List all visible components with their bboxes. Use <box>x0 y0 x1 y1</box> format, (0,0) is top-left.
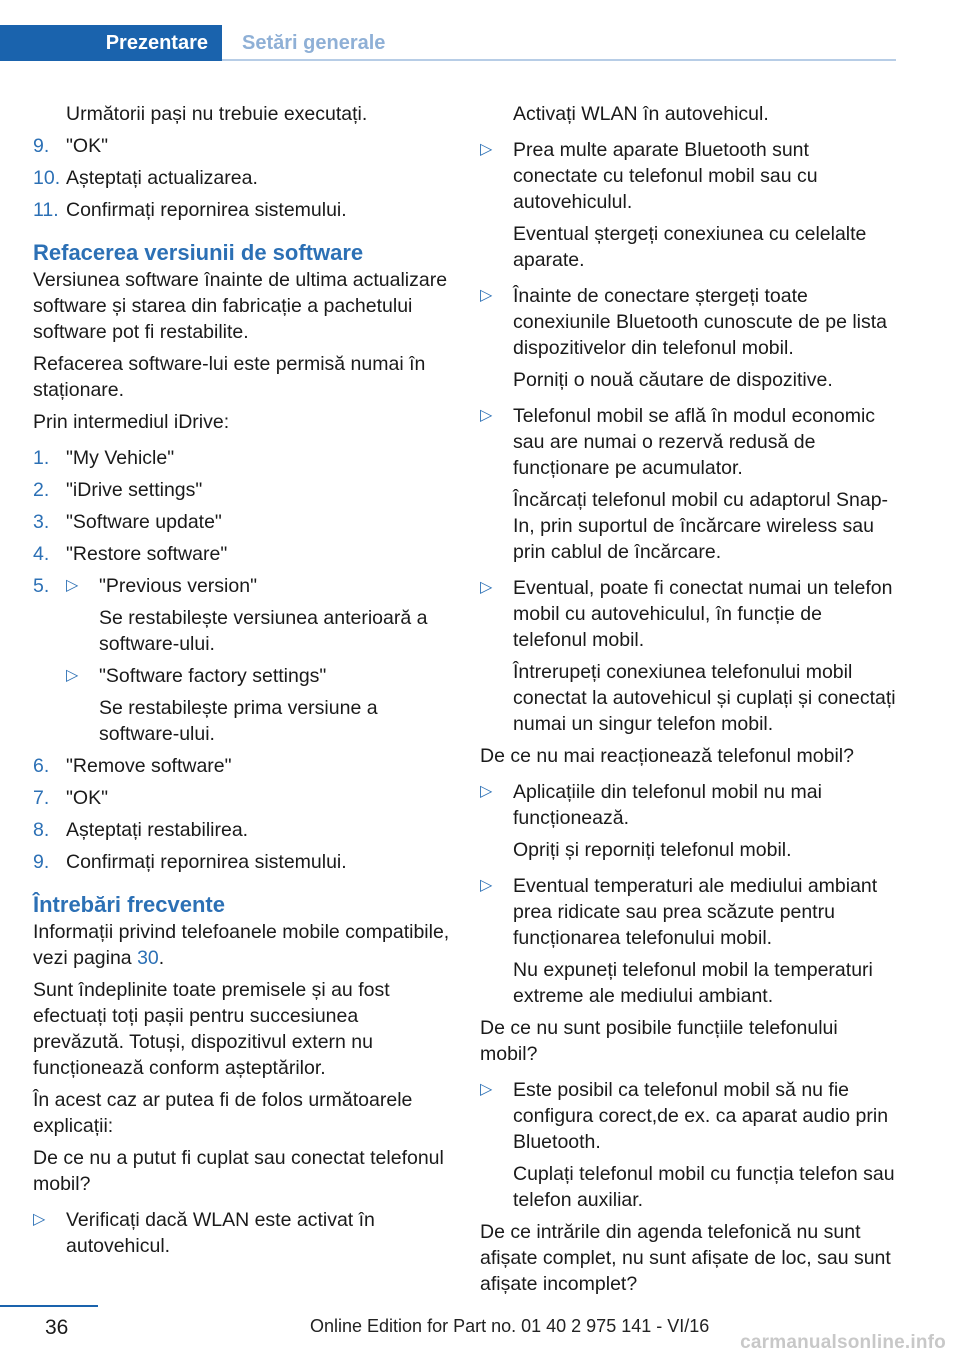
bullet-item: ▷ "Previous version" <box>66 575 257 597</box>
paragraph: De ce intrările din agenda telefonică nu sunt afișate complet, nu sunt afișate de loc, sau sunt afișate incomplet? <box>480 1221 891 1295</box>
list-item: 6. "Remove software" <box>33 755 232 777</box>
triangle-bullet-icon: ▷ <box>480 1081 493 1098</box>
bullet-item: ▷ Eventual, poate fi conectat numai un telefon mobil cu autovehiculul, în funcție de telefonul mobil. <box>480 577 893 651</box>
bullet-detail: Cuplați telefonul mobil cu funcția telefon sau telefon auxiliar. <box>513 1163 895 1211</box>
paragraph: Prin intermediul iDrive: <box>33 411 230 433</box>
bullet-detail: Opriți și reporniți telefonul mobil. <box>513 839 792 861</box>
footer-rule <box>0 1305 98 1307</box>
list-item: 7. "OK" <box>33 787 109 809</box>
step-number: 9. <box>33 135 50 157</box>
bullet-item: ▷ Eventual temperaturi ale mediului ambiant prea ridicate sau prea scăzute pentru funcționarea telefonului mobil. <box>480 875 878 949</box>
step-number: 6. <box>33 755 50 777</box>
triangle-bullet-icon: ▷ <box>480 877 493 894</box>
list-item <box>33 573 451 747</box>
page-link[interactable]: 30 <box>137 947 159 969</box>
bullet-detail: Se restabilește versiunea anterioară a software-ului. <box>99 607 428 655</box>
step-number: 4. <box>33 543 50 565</box>
step-continuation: Următorii pași nu trebuie executați. <box>66 103 368 125</box>
section-heading-restore: Refacerea versiunii de software <box>33 240 364 265</box>
step-number: 9. <box>33 851 50 873</box>
triangle-bullet-icon: ▷ <box>66 577 79 594</box>
header-tabs <box>0 25 896 61</box>
step-number: 11. <box>33 199 59 221</box>
bullet-item: ▷ Verificați dacă WLAN este activat în autovehicul. <box>33 1209 375 1257</box>
section-heading-faq: Întrebări frecvente <box>33 892 225 917</box>
step-number: 1. <box>33 447 50 469</box>
paragraph: De ce nu sunt posibile funcțiile telefonului mobil? <box>480 1017 838 1065</box>
bullet-detail: Încărcați telefonul mobil cu adaptorul Snap-In, prin suportul de încărcare wireless sau prin cablul de încărcare. <box>513 489 889 563</box>
bullet-detail: Se restabilește prima versiune a software-ului. <box>99 697 378 745</box>
bullet-item: ▷ Aplicațiile din telefonul mobil nu mai funcționează. <box>480 781 822 829</box>
step-number: 5. <box>33 575 50 597</box>
list-item: 3. "Software update" <box>33 511 222 533</box>
paragraph: Refacerea software-lui este permisă numai în staționare. <box>33 353 426 401</box>
triangle-bullet-icon: ▷ <box>480 783 493 800</box>
paragraph: De ce nu a putut fi cuplat sau conectat telefonul mobil? <box>33 1147 444 1195</box>
list-item: 9. "OK" <box>33 135 109 157</box>
triangle-bullet-icon: ▷ <box>33 1211 46 1228</box>
paragraph: Versiunea software înainte de ultima actualizare software și starea din fabricație a pachetului software pot fi restabilite. <box>33 269 448 343</box>
paragraph: Sunt îndeplinite toate premisele și au fost efectuați toți pașii pentru succesiunea prevăzută. Totuși, dispozitivul extern nu funcționează conform așteptărilor. <box>33 979 390 1079</box>
watermark: carmanualsonline.info <box>740 1332 946 1353</box>
triangle-bullet-icon: ▷ <box>480 579 493 596</box>
triangle-bullet-icon: ▷ <box>66 667 79 684</box>
bullet-detail: Nu expuneți telefonul mobil la temperaturi extreme ale mediului ambiant. <box>513 959 873 1007</box>
list-item: 10. Așteptați actualizarea. <box>33 167 258 189</box>
list-item: 11. Confirmați repornirea sistemului. <box>33 199 347 221</box>
list-item: 1. "My Vehicle" <box>33 447 175 469</box>
bullet-detail: Întrerupeți conexiunea telefonului mobil conectat la autovehicul și cuplați și conectați numai un singur telefon mobil. <box>513 661 896 735</box>
bullet-item: ▷ "Software factory settings" <box>66 665 327 687</box>
list-item: 2. "iDrive settings" <box>33 479 203 501</box>
bullet-detail: Activați WLAN în autovehicul. <box>513 103 769 125</box>
triangle-bullet-icon: ▷ <box>480 141 493 158</box>
bullet-item: ▷ Este posibil ca telefonul mobil să nu fie configura corect,de ex. ca aparat audio prin Bluetooth. <box>480 1079 889 1153</box>
step-number: 10. <box>33 167 61 189</box>
page-number: 36 <box>45 1316 69 1339</box>
steps-list-a <box>33 133 451 223</box>
paragraph: De ce nu mai reacționează telefonul mobil? <box>480 745 854 767</box>
bullet-item: ▷ Telefonul mobil se află în modul economic sau are numai o rezervă redusă de funcționare pe acumulator. <box>480 405 876 479</box>
triangle-bullet-icon: ▷ <box>480 287 493 304</box>
list-item: 8. Așteptați restabilirea. <box>33 819 249 841</box>
tab-setari-generale[interactable]: Setări generale <box>222 25 896 61</box>
step-number: 8. <box>33 819 50 841</box>
step-number: 2. <box>33 479 50 501</box>
left-column <box>33 101 451 1265</box>
list-item: 4. "Restore software" <box>33 543 228 565</box>
steps-list-b <box>33 445 451 875</box>
step-number: 7. <box>33 787 50 809</box>
paragraph: Informații privind telefoanele mobile compatibile, vezi pagina 30. <box>33 921 450 969</box>
paragraph: În acest caz ar putea fi de folos următoarele explicații: <box>33 1089 413 1137</box>
list-item: 9. Confirmați repornirea sistemului. <box>33 851 347 873</box>
bullet-detail: Porniți o nouă căutare de dispozitive. <box>513 369 833 391</box>
bullet-item: ▷ Prea multe aparate Bluetooth sunt conectate cu telefonul mobil sau cu autovehiculul. <box>480 139 818 213</box>
edition-note: Online Edition for Part no. 01 40 2 975 141 - VI/16 <box>310 1316 710 1336</box>
bullet-detail: Eventual ștergeți conexiunea cu celelalte aparate. <box>513 223 867 271</box>
triangle-bullet-icon: ▷ <box>480 407 493 424</box>
right-column <box>480 101 898 1303</box>
bullet-item: ▷ Înainte de conectare ștergeți toate conexiunile Bluetooth cunoscute de pe lista dispozitivelor din telefonul mobil. <box>480 285 888 359</box>
step-number: 3. <box>33 511 50 533</box>
tab-prezentare[interactable]: Prezentare <box>0 25 222 61</box>
